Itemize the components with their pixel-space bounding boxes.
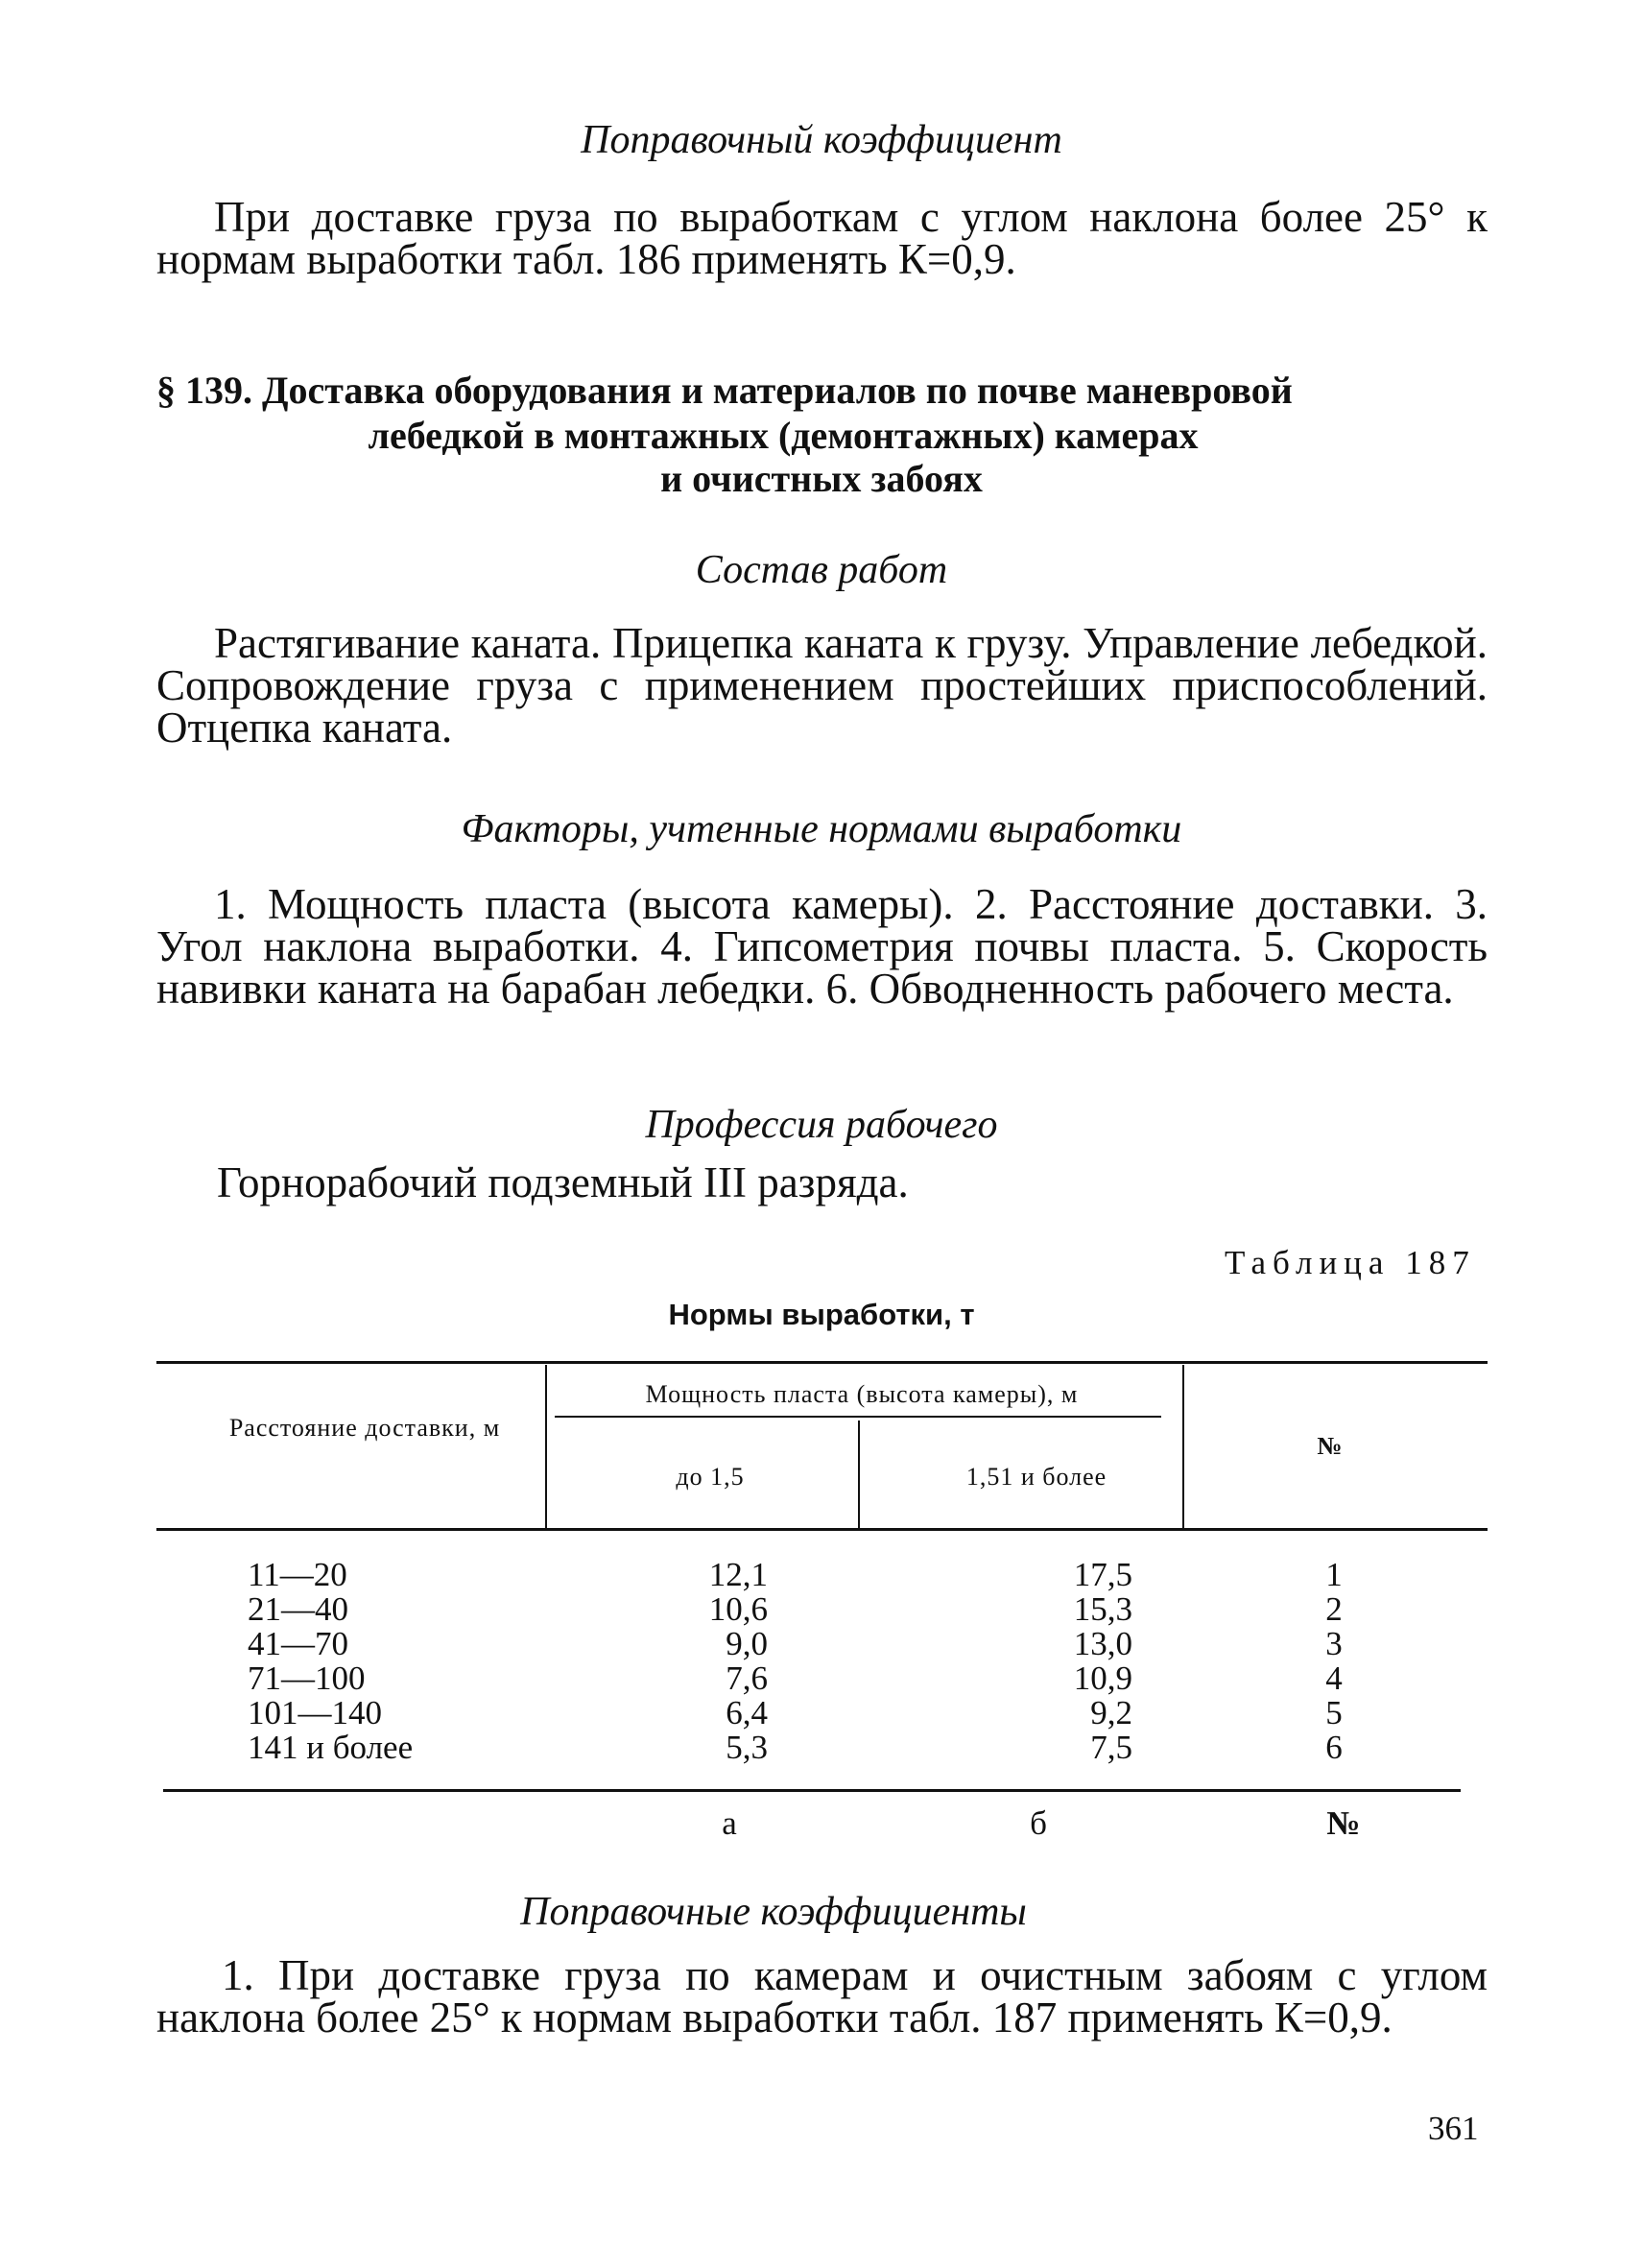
table-caption: Нормы выработки, т [668, 1298, 975, 1331]
table-row [0, 1661, 1643, 1696]
cell-b: 15,3 [1073, 1590, 1132, 1628]
footer-a: а [722, 1804, 737, 1842]
header-distance: Расстояние доставки, м [228, 1414, 501, 1442]
table-row [0, 1558, 1643, 1592]
cell-distance: 141 и более [248, 1729, 414, 1766]
header-group: Мощность пласта (высота камеры), м [645, 1380, 1079, 1408]
cell-no: 4 [1325, 1659, 1343, 1697]
table-bottom-rule [163, 1789, 1461, 1792]
factors-text: 1. Мощность пласта (высота камеры). 2. Расстояние доставки. 3. Угол наклона выработки. 4. Гипсометрия почвы пласта. 5. Скорость навивки каната на барабан лебедки. 6. Обводненность рабочего места. [156, 880, 1488, 1013]
footer-b: б [1030, 1804, 1047, 1842]
table-row [0, 1592, 1643, 1627]
header-b: 1,51 и более [965, 1463, 1107, 1491]
cell-distance: 21—40 [248, 1590, 348, 1628]
header-a: до 1,5 [676, 1463, 745, 1491]
cell-b: 10,9 [1073, 1659, 1132, 1697]
section-title-line2: лебедкой в монтажных (демонтажных) камерах [368, 414, 1199, 457]
work-composition-heading: Состав работ [695, 548, 948, 592]
cell-b: 17,5 [1073, 1556, 1132, 1593]
header-no: № [1317, 1432, 1344, 1460]
cell-no: 5 [1325, 1694, 1343, 1731]
table-number: Таблица 187 [1225, 1244, 1476, 1281]
correction-heading: Поправочный коэффициент [581, 118, 1062, 162]
table-top-rule [156, 1361, 1488, 1364]
cell-b: 9,2 [1090, 1694, 1132, 1731]
cell-b: 13,0 [1073, 1625, 1132, 1662]
cell-distance: 11—20 [248, 1556, 347, 1593]
cell-no: 2 [1325, 1590, 1343, 1628]
cell-a: 9,0 [726, 1625, 768, 1662]
cell-a: 7,6 [726, 1659, 768, 1697]
cell-a: 12,1 [708, 1556, 768, 1593]
cell-distance: 41—70 [248, 1625, 348, 1662]
table-row [0, 1696, 1643, 1731]
profession-heading: Профессия рабочего [645, 1103, 998, 1147]
cell-a: 5,3 [726, 1729, 768, 1766]
footer-no: № [1326, 1804, 1361, 1842]
cell-a: 10,6 [708, 1590, 768, 1628]
table-group-rule [555, 1416, 1161, 1418]
page-number: 361 [1428, 2110, 1479, 2147]
cell-b: 7,5 [1090, 1729, 1132, 1766]
factors-heading: Факторы, учтенные нормами выработки [461, 807, 1182, 851]
profession-text: Горнорабочий подземный III разряда. [217, 1158, 909, 1206]
cell-no: 6 [1325, 1729, 1343, 1766]
correction-text: При доставке груза по выработкам с углом наклона более 25° к нормам выработки табл. 186 применять К=0,9. [156, 193, 1488, 283]
table-row [0, 1731, 1643, 1765]
cell-distance: 71—100 [248, 1659, 366, 1697]
table-header-rule [156, 1528, 1488, 1531]
table-row [0, 1627, 1643, 1661]
cell-a: 6,4 [726, 1694, 768, 1731]
section-title-line3: и очистных забоях [660, 457, 983, 500]
cell-no: 3 [1325, 1625, 1343, 1662]
work-composition-text: Растягивание каната. Прицепка каната к грузу. Управление лебедкой. Сопровождение груза с применением простейших приспособлений. Отцепка каната. [156, 619, 1488, 752]
section-title-line1: § 139. Доставка оборудования и материалов по почве маневровой [156, 369, 1293, 412]
corrections-text: 1. При доставке груза по камерам и очистным забоям с углом наклона более 25° к нормам выработки табл. 187 применять К=0,9. [156, 1951, 1488, 2041]
table-divider-1 [545, 1365, 547, 1528]
corrections-heading: Поправочные коэффициенты [520, 1890, 1027, 1934]
table-divider-3 [858, 1420, 860, 1528]
table-divider-2 [1182, 1365, 1184, 1528]
cell-no: 1 [1325, 1556, 1343, 1593]
cell-distance: 101—140 [248, 1694, 382, 1731]
